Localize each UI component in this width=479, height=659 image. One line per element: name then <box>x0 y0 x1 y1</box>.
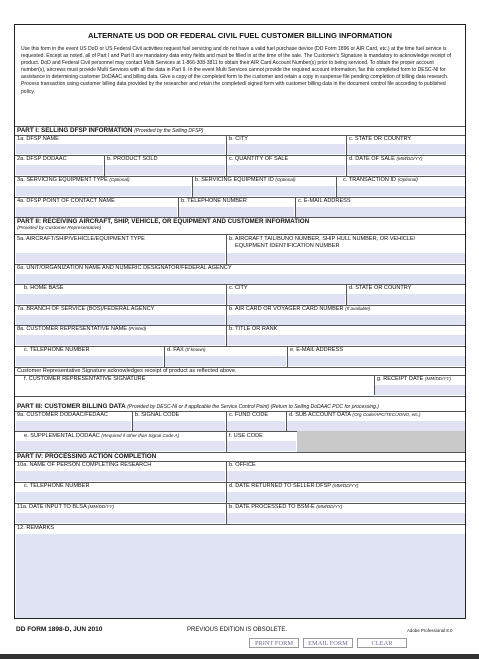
label-supplemental-dodaac <box>24 434 179 440</box>
transaction-id-text: c. TRANSACTION ID <box>343 177 397 183</box>
label-office: b. OFFICE <box>229 462 256 468</box>
label-title-rank: b. TITLE OR RANK <box>229 326 278 332</box>
label-tail-number: b. AIRCRAFT TAIL/BUNO NUMBER, SHIP HULL NUMBER, OR VEHICLE/ <box>229 236 416 242</box>
supplemental-dodaac-text: e. SUPPLEMENTAL DODAAC <box>24 433 100 439</box>
sub-account-text: d. SUB ACCOUNT DATA <box>289 412 351 418</box>
print-form-button[interactable]: PRINT FORM <box>249 638 299 648</box>
customer-dodaac-field[interactable] <box>16 421 131 431</box>
branch-of-service-field[interactable] <box>16 315 225 325</box>
poc-email-field[interactable] <box>296 207 465 217</box>
label-rep-email: e. E-MAIL ADDRESS <box>290 347 343 353</box>
receipt-date-text: g. RECEIPT DATE <box>377 376 424 382</box>
supplemental-dodaac-field[interactable] <box>16 441 225 451</box>
receipt-date-format: (MM/DD/YY) <box>424 376 452 381</box>
label-rep-signature: f. CUSTOMER REPRESENTATIVE SIGNATURE <box>24 376 146 382</box>
part1-title: PART I: SELLING DFSP INFORMATION <box>17 127 133 134</box>
supplemental-dodaac-note: (Required if other than Signal Code A) <box>101 433 180 438</box>
aircraft-type-field[interactable] <box>16 253 225 263</box>
label-use-code: f. USE CODE <box>229 433 263 439</box>
equipment-type-text: 3a. SERVICING EQUIPMENT TYPE <box>17 177 108 183</box>
label-fund-code: c. FUND CODE <box>229 412 269 418</box>
equipment-id-text: b. SERVICING EQUIPMENT ID <box>195 177 274 183</box>
label-rep-name <box>17 327 146 333</box>
label-tail-number-cont: EQUIPMENT IDENTIFICATION NUMBER <box>235 243 340 249</box>
label-date-of-sale <box>349 157 423 163</box>
bottom-edge-bar <box>0 654 479 659</box>
label-aircraft-type: 5a. AIRCRAFT/SHIP/VEHICLE/EQUIPMENT TYPE <box>17 236 145 242</box>
date-returned-format: (MM/DD/YY) <box>332 483 359 488</box>
air-card-note: (If available) <box>345 306 371 311</box>
label-date-processed <box>229 505 342 511</box>
date-of-sale-text: d. DATE OF SALE <box>349 156 395 162</box>
label-branch-of-service: 7a. BRANCH OF SERVICE (BOS)/FEDERAL AGENCY <box>17 306 155 312</box>
part3-heading <box>17 404 379 410</box>
equipment-type-field[interactable] <box>16 186 191 196</box>
optional-note: (Optional) <box>275 177 296 182</box>
air-card-field[interactable] <box>227 315 465 325</box>
shaded-block <box>297 431 465 452</box>
label-date-returned <box>229 484 358 490</box>
rep-phone-field[interactable] <box>16 356 163 366</box>
product-sold-field[interactable] <box>105 165 225 175</box>
remarks-field[interactable] <box>16 534 465 618</box>
rep-name-field[interactable] <box>16 335 225 345</box>
label-city: b. CITY <box>229 136 248 142</box>
rep-name-note: (Printed) <box>128 326 147 331</box>
date-input-blsa-field[interactable] <box>16 513 225 523</box>
optional-note: (Optional) <box>109 177 130 182</box>
title-rank-field[interactable] <box>227 335 465 345</box>
sub-account-field[interactable] <box>287 421 465 431</box>
label-home-base: b. HOME BASE <box>24 285 64 291</box>
part3-title: PART III: CUSTOMER BILLING DATA <box>17 403 126 410</box>
city-field[interactable] <box>227 144 345 154</box>
previous-edition-note: PREVIOUS EDITION IS OBSOLETE. <box>187 627 288 633</box>
label-rep-fax <box>167 348 206 354</box>
date-input-blsa-format: (MM/DD/YY) <box>88 504 115 509</box>
receipt-date-field[interactable] <box>375 385 465 395</box>
date-returned-field[interactable] <box>227 492 465 502</box>
label-remarks: 12. REMARKS <box>17 525 54 531</box>
label-research-phone: c. TELEPHONE NUMBER <box>24 483 90 489</box>
label-signal-code: b. SIGNAL CODE <box>135 412 180 418</box>
office-field[interactable] <box>227 471 465 481</box>
part2-title: PART II: RECEIVING AIRCRAFT, SHIP, VEHICLE, OR EQUIPMENT AND CUSTOMER INFORMATION <box>17 218 310 225</box>
part2-note: (Provided by Customer Representative) <box>17 226 102 231</box>
state-country-field[interactable] <box>347 144 465 154</box>
label-state-country: c. STATE OR COUNTRY <box>349 136 412 142</box>
label-base-city: c. CITY <box>229 285 248 291</box>
part4-title: PART IV: PROCESSING ACTION COMPLETION <box>17 453 157 460</box>
base-city-field[interactable] <box>227 294 345 304</box>
quantity-field[interactable] <box>227 165 345 175</box>
label-equipment-type <box>17 178 130 184</box>
label-research-name: 10a. NAME OF PERSON COMPLETING RESEARCH <box>17 462 152 468</box>
date-returned-text: d. DATE RETURNED TO SELLER DFSP <box>229 483 331 489</box>
label-dfsp-dodaac: 2a. DFSP DODAAC <box>17 156 67 162</box>
acrobat-version: Adobe Professional 8.0 <box>407 628 453 633</box>
form-instructions: Use this form in the event US DoD or US Federal Civil activities request fuel servicing and do not have a valid fuel purchase device (DD Form 1896 or AIR Card, etc.) at the time fuel service is requested. Except as noted, all of Part I and Part II are mandatory data entry fields and must be filled in at the time of the sale. The Customer's Signature is mandatory to acknowledge receipt of product. DoD and Federal Civil personnel may contact Multi Services at 1-866-308-3811 to obtain their AIR Card Account Number(s) prior to being serviced. To obtain the proper account number(s), aircrews must provide Multi Services with all the data in Part II. In the event Multi Services cannot provide the required account information, fax this completed form to DESC-NI for assistance in determining customer DoDAAC and billing data. Give a copy of the completed form to the customer and retain a copy in suspense file pending completion of billing data research. Process transaction using customer billing data provided by the researcher and retain the completed/ signed form with customer billing data in the document control file according to published policy. <box>21 46 452 95</box>
label-rep-phone: c. TELEPHONE NUMBER <box>24 347 90 353</box>
form-number: DD FORM 1898-D, JUN 2010 <box>16 626 103 633</box>
label-receipt-date <box>377 377 451 383</box>
transaction-id-field[interactable] <box>337 186 465 196</box>
research-phone-field[interactable] <box>16 492 225 502</box>
air-card-text: b. AIR CARD OR VOYAGER CARD NUMBER <box>229 306 344 312</box>
form-page <box>14 24 466 619</box>
clear-button[interactable]: CLEAR <box>357 638 407 648</box>
label-poc-name: 4a. DFSP POINT OF CONTACT NAME <box>17 198 115 204</box>
poc-phone-field[interactable] <box>179 207 294 217</box>
label-base-state: d. STATE OR COUNTRY <box>349 285 412 291</box>
label-equipment-id <box>195 178 295 184</box>
home-base-field[interactable] <box>16 294 225 304</box>
dfsp-name-field[interactable] <box>16 144 225 154</box>
rep-fax-text: d. FAX <box>167 347 184 353</box>
use-code-field[interactable] <box>227 441 296 451</box>
date-processed-field[interactable] <box>227 513 465 523</box>
part1-heading <box>17 128 203 134</box>
date-input-blsa-text: 11a. DATE INPUT TO BLSA <box>17 504 87 510</box>
signal-code-field[interactable] <box>133 421 225 431</box>
part1-note: (Provided by the Selling DFSP) <box>134 128 204 134</box>
label-product-sold: b. PRODUCT SOLD <box>107 156 158 162</box>
label-unit-organization: 6a. UNIT/ORGANIZATION NAME AND NUMERIC DESIGNATOR/FEDERAL AGENCY <box>17 265 232 271</box>
poc-name-field[interactable] <box>16 207 177 217</box>
label-transaction-id <box>343 178 418 184</box>
sub-account-note: (Org Code/APC/TEC/JONO, etc.) <box>352 412 421 417</box>
label-poc-email: c. E-MAIL ADDRESS <box>298 198 351 204</box>
label-air-card <box>229 307 370 313</box>
tail-number-field[interactable] <box>227 253 465 263</box>
dfsp-dodaac-field[interactable] <box>16 165 103 175</box>
email-form-button[interactable]: EMAIL FORM <box>303 638 353 648</box>
label-dfsp-name: 1a. DFSP NAME <box>17 136 59 142</box>
date-format-note: (MM/DD/YY) <box>396 156 423 161</box>
label-date-input-blsa <box>17 505 114 511</box>
label-sub-account <box>289 413 421 419</box>
equipment-id-field[interactable] <box>193 186 335 196</box>
rep-fax-note: (If known) <box>185 347 206 352</box>
signature-acknowledgement: Customer Representative Signature acknowledges receipt of product as reflected above. <box>17 368 237 374</box>
date-processed-format: (MM/DD/YY) <box>316 504 343 509</box>
date-of-sale-field[interactable] <box>347 165 465 175</box>
rep-email-field[interactable] <box>288 356 465 366</box>
part3-note: (Provided by DESC-NI or if applicable the Service Control Point) (Return to Selling DoDAAC POC for processing.) <box>127 404 379 410</box>
fund-code-field[interactable] <box>227 421 285 431</box>
label-poc-phone: b. TELEPHONE NUMBER <box>181 198 247 204</box>
rep-fax-field[interactable] <box>165 356 286 366</box>
base-state-field[interactable] <box>347 294 465 304</box>
label-customer-dodaac: 9a. CUSTOMER DODAAC/FEDAAC <box>17 412 108 418</box>
date-processed-text: b. DATE PROCESSED TO BSM-E <box>229 504 315 510</box>
rep-name-text: 8a. CUSTOMER REPRESENTATIVE NAME <box>17 326 128 332</box>
form-title: ALTERNATE US DOD OR FEDERAL CIVIL FUEL CUSTOMER BILLING INFORMATION <box>87 31 393 40</box>
unit-organization-field[interactable] <box>16 274 465 284</box>
label-quantity: c. QUANTITY OF SALE <box>229 156 289 162</box>
optional-note: (Optional) <box>397 177 418 182</box>
research-name-field[interactable] <box>16 471 225 481</box>
